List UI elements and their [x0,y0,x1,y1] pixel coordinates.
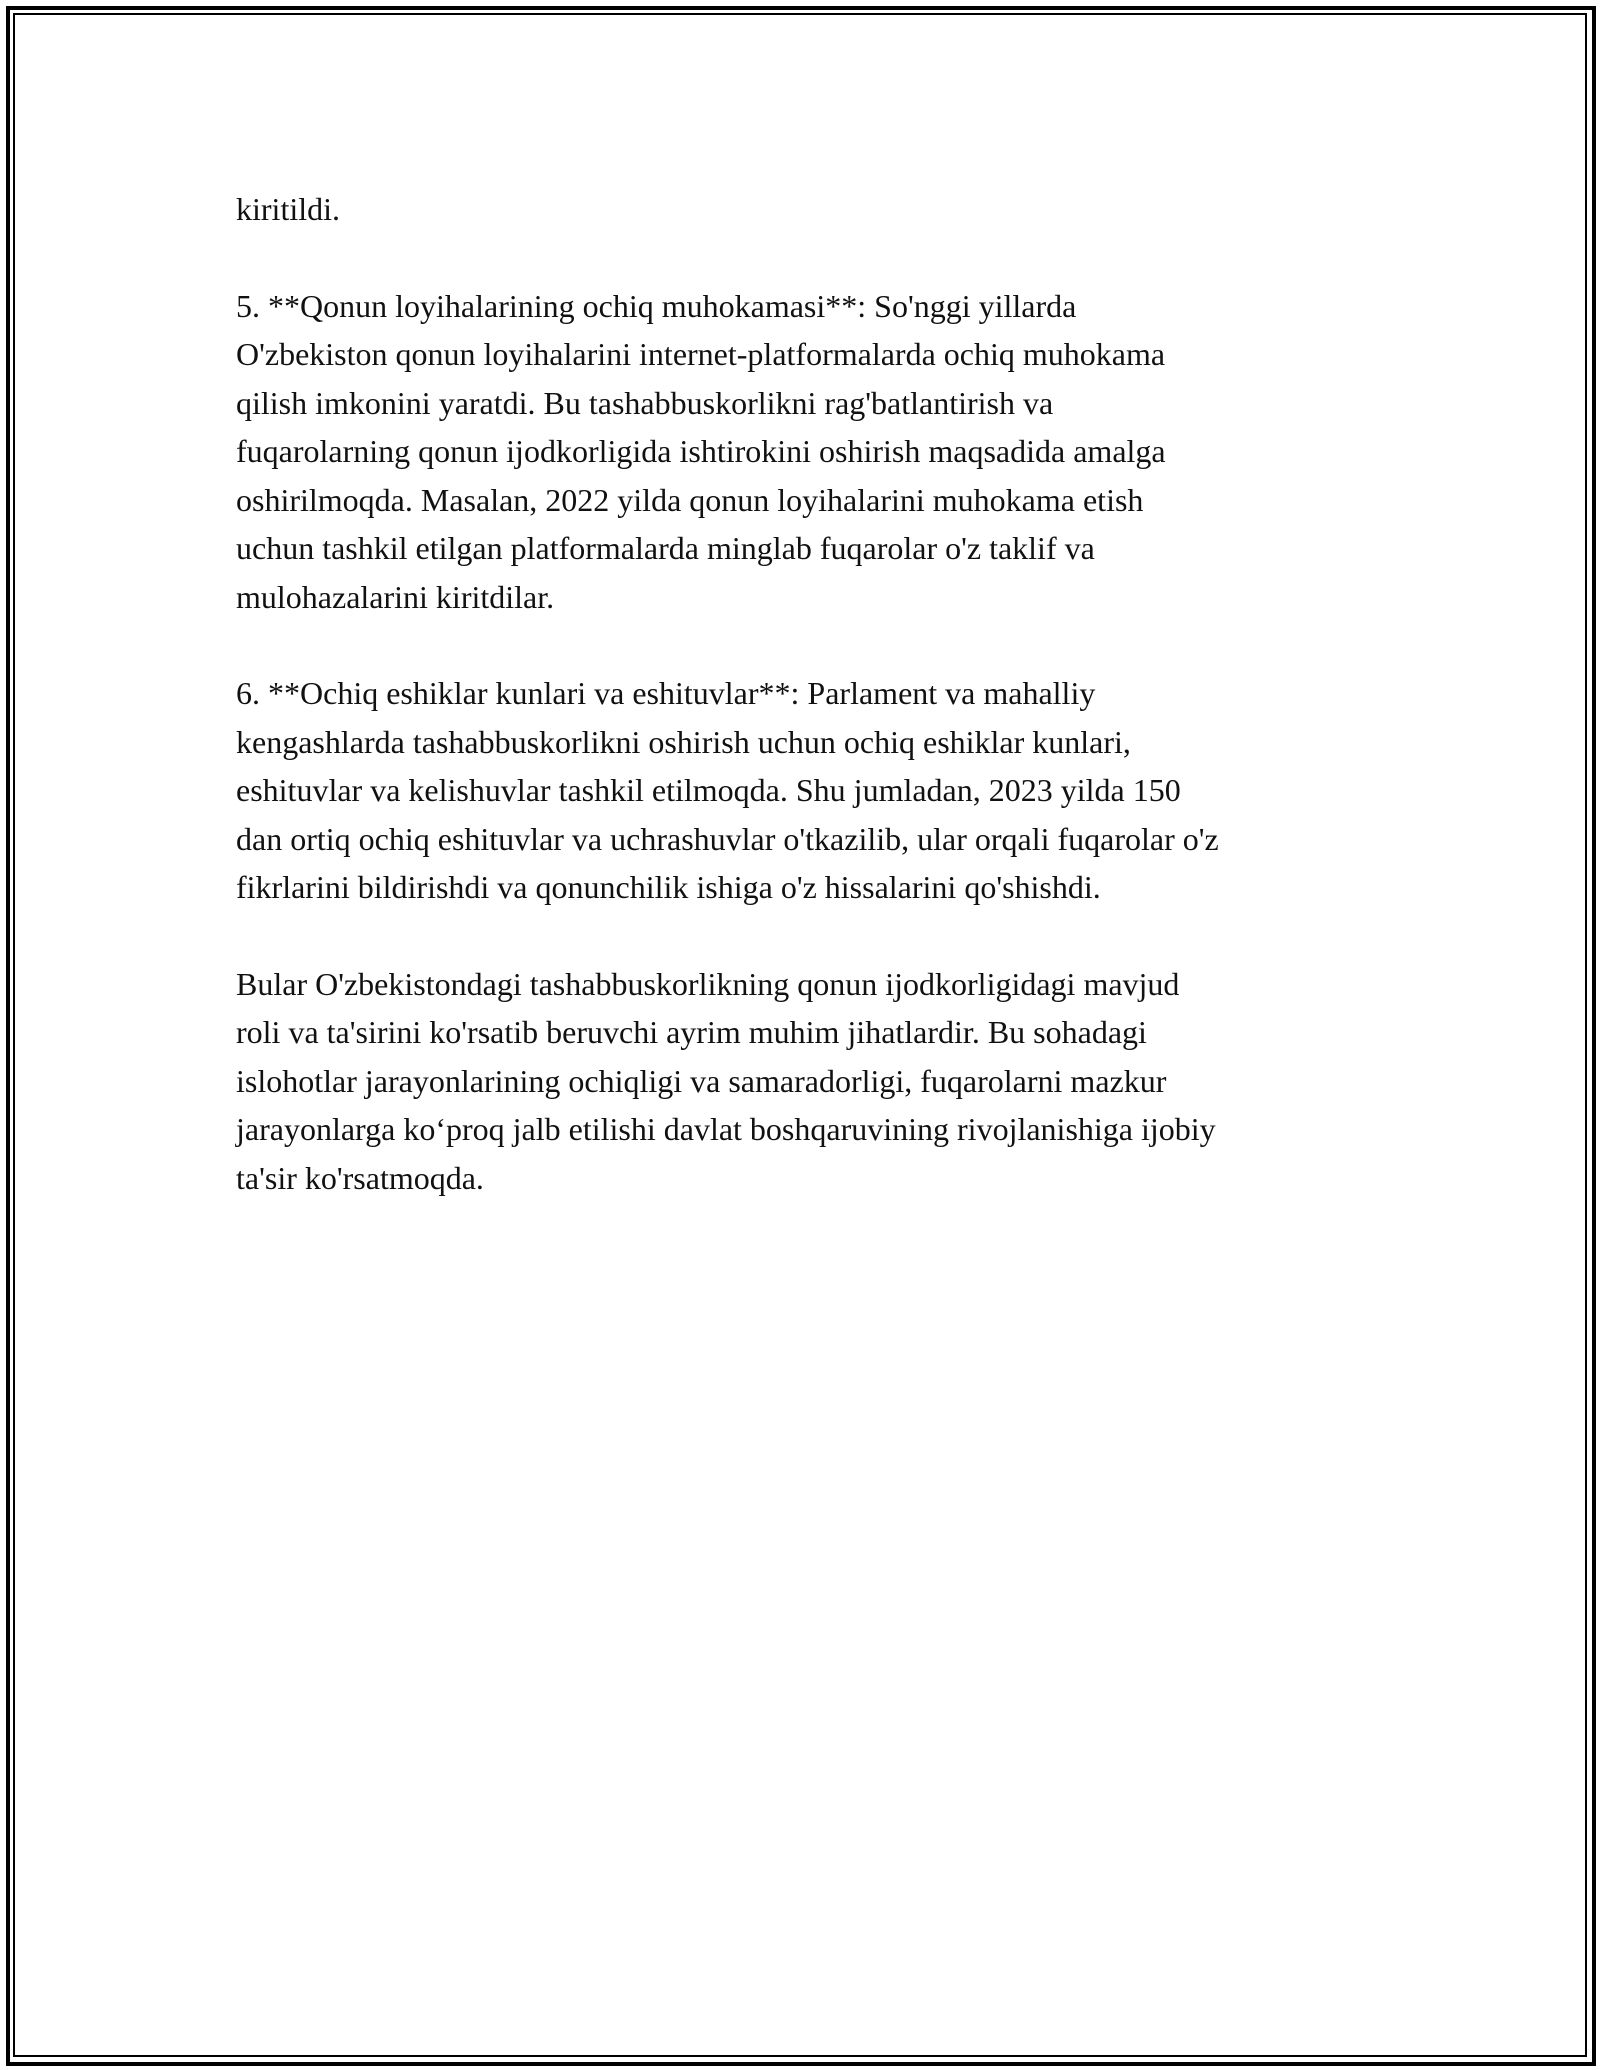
paragraph-conclusion [236,960,1366,1203]
text-line: fikrlarini bildirishdi va qonunchilik ishiga o'z hissalarini qo'shishdi. [236,869,1101,905]
text-line: ta'sir ko'rsatmoqda. [236,1159,484,1196]
text-line: islohotlar jarayonlarining ochiqligi va samaradorligi, fuqarolarni mazkur [236,1062,1167,1099]
paragraph-item-6 [236,669,1366,912]
text-line: kiritildi. [236,191,340,227]
text-line: Bular O'zbekistondagi tashabbuskorlikning qonun ijodkorligidagi mavjud [236,965,1180,1002]
text-line: uchun tashkil etilgan platformalarda minglab fuqarolar o'z taklif va [236,530,1095,566]
text-line: 5. **Qonun loyihalarining ochiq muhokamasi**: So'nggi yillarda [236,287,1077,324]
document-body [236,185,1366,1250]
text-line: fuqarolarning qonun ijodkorligida ishtirokini oshirish maqsadida amalga [236,433,1166,469]
paragraph-item-5 [236,282,1366,622]
paragraph-continuation [236,185,1366,234]
text-line: O'zbekiston qonun loyihalarini internet-platformalarda ochiq muhokama [236,336,1166,372]
text-line: eshituvlar va kelishuvlar tashkil etilmoqda. Shu jumladan, 2023 yilda 150 [236,772,1181,808]
text-line: dan ortiq ochiq eshituvlar va uchrashuvlar o'tkazilib, ular orqali fuqarolar o'z [236,820,1219,857]
text-line: mulohazalarini kiritdilar. [236,578,555,615]
text-line: roli va ta'sirini ko'rsatib beruvchi ayrim muhim jihatlardir. Bu sohadagi [236,1014,1147,1050]
text-line: qilish imkonini yaratdi. Bu tashabbuskorlikni rag'batlantirish va [236,384,1054,421]
text-line: kengashlarda tashabbuskorlikni oshirish uchun ochiq eshiklar kunlari, [236,723,1131,760]
text-line: oshirilmoqda. Masalan, 2022 yilda qonun loyihalarini muhokama etish [236,481,1144,518]
text-line: jarayonlarga ko‘proq jalb etilishi davlat boshqaruvining rivojlanishiga ijobiy [236,1111,1216,1147]
text-line: 6. **Ochiq eshiklar kunlari va eshituvlar**: Parlament va mahalliy [236,675,1096,711]
